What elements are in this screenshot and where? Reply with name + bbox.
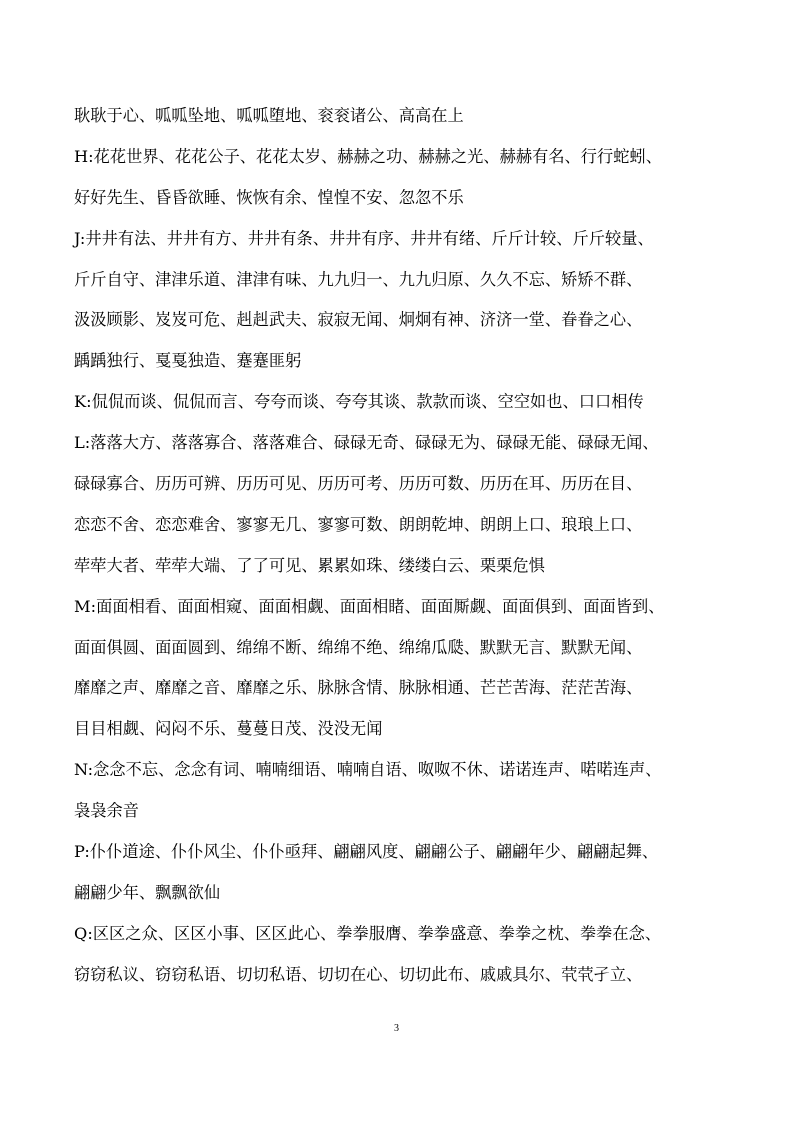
idiom-list-text [74,96,726,996]
text-line: 面面俱圆、面面圆到、绵绵不断、绵绵不绝、绵绵瓜瓞、默默无言、默默无闻、 [74,637,643,657]
text-line: 恋恋不舍、恋恋难舍、寥寥无几、寥寥可数、朗朗乾坤、朗朗上口、琅琅上口、 [74,514,643,534]
text-line: 荦荦大者、荦荦大端、了了可见、累累如珠、缕缕白云、栗栗危惧 [74,555,545,575]
page-number: 3 [394,1023,399,1034]
text-line: 翩翩少年、飘飘欲仙 [74,882,221,902]
text-line-l-start: L:落落大方、落落寡合、落落难合、碌碌无奇、碌碌无为、碌碌无能、碌碌无闻、 [74,433,659,453]
text-line-m-start: M:面面相看、面面相窥、面面相觑、面面相睹、面面厮觑、面面俱到、面面皆到、 [74,596,665,616]
text-line-k-start: K:侃侃而谈、侃侃而言、夸夸而谈、夸夸其谈、款款而谈、空空如也、口口相传 [74,392,644,412]
text-line-j-start: J:井井有法、井井有方、井井有条、井井有序、井井有绪、斤斤计较、斤斤较量、 [74,228,654,248]
text-line: 踽踽独行、戛戛独造、蹇蹇匪躬 [74,351,302,371]
text-line: 碌碌寡合、历历可辨、历历可见、历历可考、历历可数、历历在耳、历历在目、 [74,474,643,494]
text-line: 袅袅余音 [74,801,139,821]
text-line-q-start: Q:区区之众、区区小事、区区此心、拳拳服膺、拳拳盛意、拳拳之枕、拳拳在念、 [74,923,662,943]
text-line: 耿耿于心、呱呱坠地、呱呱堕地、衮衮诸公、高高在上 [74,106,464,125]
text-line-n-start: N:念念不忘、念念有词、喃喃细语、喃喃自语、呶呶不休、诺诺连声、喏喏连声、 [74,760,662,780]
text-line: 汲汲顾影、岌岌可危、赳赳武夫、寂寂无闻、炯炯有神、济济一堂、眷眷之心、 [74,310,643,330]
text-line: 靡靡之声、靡靡之音、靡靡之乐、脉脉含情、脉脉相通、芒芒苦海、茫茫苦海、 [74,678,643,698]
text-line: 目目相觑、闷闷不乐、蔓蔓日茂、没没无闻 [74,719,383,739]
text-line: 窃窃私议、窃窃私语、切切私语、切切在心、切切此布、戚戚具尔、茕茕孑立、 [74,964,643,984]
text-line: 好好先生、昏昏欲睡、恢恢有余、惶惶不安、忽忽不乐 [74,187,464,207]
text-line-h-start: H:花花世界、花花公子、花花太岁、赫赫之功、赫赫之光、赫赫有名、行行蛇蚓、 [74,146,662,166]
text-line: 斤斤自守、津津乐道、津津有味、九九归一、九九归原、久久不忘、矫矫不群、 [74,269,643,289]
text-line-p-start: P:仆仆道途、仆仆风尘、仆仆亟拜、翩翩风度、翩翩公子、翩翩年少、翩翩起舞、 [74,842,659,862]
